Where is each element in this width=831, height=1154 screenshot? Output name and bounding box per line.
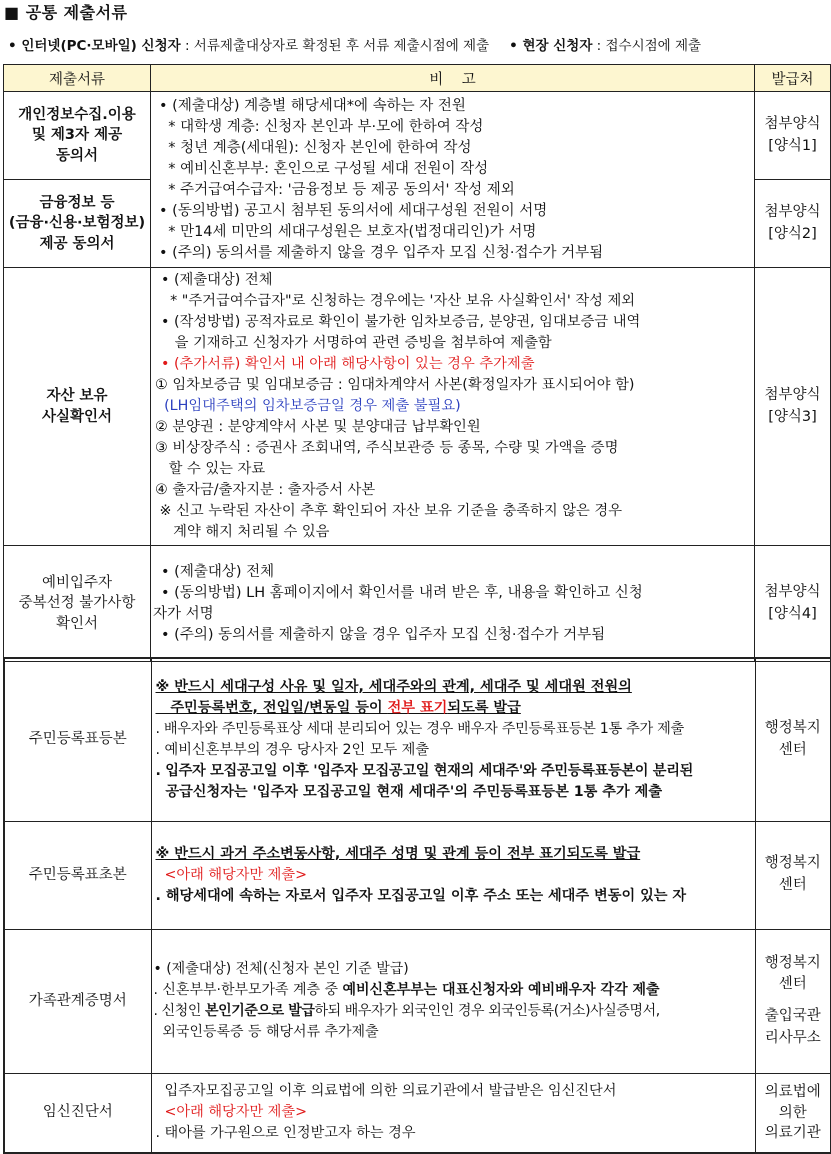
remark-line: <아래 해당자만 제출> [155,1104,307,1121]
remark-line: • (제출대상) 계층별 해당세대*에 속하는 자 전원 [159,97,466,114]
remark-line: • (제출대상) 전체 [161,563,275,580]
remark-text: 하되 배우자가 외국인인 경우 외국인등록(거소)사실증명서, [314,1003,660,1019]
asset-confirmation-name: 자산 보유 사실확인서 [4,268,151,546]
remark-line: . 예비신혼부부의 경우 당사자 2인 모두 제출 [155,741,430,758]
remark-emphasis: 예비신혼부부는 대표신청자와 예비배우자 각각 제출 [342,982,660,998]
pregnancy-diagnosis-issuer: 의료법에 의한 의료기관 [755,1073,831,1153]
remark-line: ※ 반드시 과거 주소변동사항, 세대주 성명 및 관계 등이 전부 표기되도록 발급 [155,845,641,862]
remark-line: * 예비신혼부부: 혼인으로 구성될 세대 전원이 작성 [159,160,489,177]
resident-registration-remarks [151,658,755,821]
privacy-consent-name: 개인정보수집.이용 및 제3자 제공 동의서 [4,92,151,180]
family-certificate-issuers [755,929,831,1073]
remark-line: ※ 반드시 세대구성 사유 및 일자, 세대주와의 관계, 세대주 및 세대원 전원의 [155,678,632,695]
remark-line: • (제출대상) 전체 [161,272,273,288]
remark-line-additional-docs: • (추가서류) 확인서 내 아래 해당사항이 있는 경우 추가제출 [161,356,535,372]
remark-line: * 청년 계층(세대원): 신청자 본인에 한하여 작성 [159,139,472,156]
resident-registration-issuer: 행정복지 센터 [755,658,831,821]
consent-remarks [151,92,755,268]
remark-line [154,1001,751,1022]
remark-line: ① 임차보증금 및 임대보증금 : 임대차계약서 사본(확정일자가 표시되어야 함) [155,377,635,393]
remark-text: . 신청인 [153,1003,206,1019]
pregnancy-diagnosis-name: 임신진단서 [4,1073,151,1153]
resident-registration-copy-name: 주민등록표등본 [4,658,151,821]
remark-line: 공급신청자는 '입주자 모집공고일 현재 세대주'의 주민등록표등본 1통 추가 제출 [155,783,663,800]
finance-consent-issuer: 첨부양식 [양식2] [755,180,831,268]
privacy-consent-issuer: 첨부양식 [양식1] [755,92,831,180]
resident-abstract-remarks [151,821,755,929]
remark-line: • (주의) 동의서를 제출하지 않을 경우 입주자 모집 신청·접수가 거부됨 [159,244,604,261]
header-document: 제출서류 [4,65,151,92]
resident-abstract-issuer: 행정복지 센터 [755,821,831,929]
remark-line: • (작성방법) 공적자료로 확인이 불가한 임차보증금, 분양권, 임대보증금 내역 [161,314,641,330]
remark-line: • (동의방법) 공고시 첨부된 동의서에 세대구성원 전원이 서명 [159,202,548,219]
resident-abstract-name: 주민등록표초본 [4,821,151,929]
remark-line: 계약 해지 처리될 수 있음 [155,524,330,540]
remark-line: . 입주자 모집공고일 이후 '입주자 모집공고일 현재의 세대주'와 주민등록표등본이 분리된 [155,762,694,779]
family-certificate-name: 가족관계증명서 [4,929,151,1073]
duplicate-selection-remarks [151,546,755,662]
submission-timing-note [8,34,701,54]
remark-line: * 만14세 미만의 세대구성원은 보호자(법정대리인)가 서명 [159,223,537,240]
remark-line: . 배우자와 주민등록표상 세대 분리되어 있는 경우 배우자 주민등록표등본 1통 추가 제출 [155,720,684,737]
remark-line: ※ 신고 누락된 자산이 추후 확인되어 자산 보유 기준을 충족하지 않은 경우 [155,503,623,519]
onsite-applicant-label: • 현장 신청자 [509,38,593,54]
remark-line: * "주거급여수급자"로 신청하는 경우에는 '자산 보유 사실확인서' 작성 제외 [161,293,636,309]
issuer-admin-center: 행정복지 센터 [764,954,821,993]
remark-line: • (주의) 동의서를 제출하지 않을 경우 입주자 모집 신청·접수가 거부됨 [161,626,606,643]
remark-text: . 신혼부부·한부모가족 계층 중 [153,982,343,998]
remark-line: 할 수 있는 자료 [155,461,266,477]
remark-line: ③ 비상장주식 : 증권사 조회내역, 주식보관증 등 종목, 수량 및 가액을 증명 [155,440,619,456]
remark-line: * 대학생 계층: 신청자 본인과 부·모에 한하여 작성 [159,118,484,135]
remark-line: • (제출대상) 전체(신청자 본인 기준 발급) [153,961,409,977]
remark-line [154,980,751,1001]
remark-line: ② 분양권 : 분양계약서 사본 및 분양대금 납부확인원 [155,419,481,435]
remark-line: ④ 출자금/출자지분 : 출자증서 사본 [155,482,376,498]
remark-line: 입주자모집공고일 이후 의료법에 의한 의료기관에서 발급받은 임신진단서 [155,1083,617,1100]
onsite-applicant-text: : 접수시점에 제출 [592,38,702,54]
remark-line: . 해당세대에 속하는 자로서 입주자 모집공고일 이후 주소 또는 세대주 변동이 있는 자 [155,887,687,904]
remark-line: 외국인등록증 등 해당서류 추가제출 [153,1024,379,1040]
documents-table-2 [3,657,831,1154]
remark-text: 되도록 발급 [447,699,521,716]
remark-text: 주민등록번호, 전입일/변동일 등이 [155,699,388,716]
family-certificate-remarks [151,929,755,1073]
header-remarks: 비 고 [151,65,755,92]
duplicate-selection-issuer: 첨부양식 [양식4] [755,546,831,662]
issuer-immigration-office: 출입국관 리사무소 [764,1008,821,1046]
pregnancy-diagnosis-remarks [151,1073,755,1153]
remark-emphasis: 전부 표기 [387,699,448,716]
remark-line: 자가 서명 [153,605,214,622]
documents-table-1 [3,64,831,662]
remark-line: 을 기재하고 신청자가 서명하여 관련 증빙을 첨부하여 제출함 [161,335,552,351]
asset-remarks [151,268,755,546]
section-title: ■ 공통 제출서류 [4,3,128,22]
internet-applicant-label: • 인터넷(PC·모바일) 신청자 [8,38,181,54]
finance-consent-name: 금융정보 등 (금융·신용·보험정보) 제공 동의서 [4,180,151,268]
remark-emphasis: 본인기준으로 발급 [205,1003,315,1019]
remark-line: <아래 해당자만 제출> [155,866,307,883]
remark-line-lh-note: (LH임대주택의 임차보증금일 경우 제출 불필요) [155,398,461,414]
remark-line: . 태아를 가구원으로 인정받고자 하는 경우 [155,1125,416,1142]
header-issuer: 발급처 [755,65,831,92]
remark-line: * 주거급여수급자: '금융정보 등 제공 동의서' 작성 제외 [159,181,515,198]
asset-confirmation-issuer: 첨부양식 [양식3] [755,268,831,546]
remark-line: • (동의방법) LH 홈페이지에서 확인서를 내려 받은 후, 내용을 확인하고 신청 [161,584,643,601]
internet-applicant-text: : 서류제출대상자로 확정된 후 서류 제출시점에 제출 [180,38,490,54]
remark-line [156,698,751,719]
duplicate-selection-name: 예비입주자 중복선정 불가사항 확인서 [4,546,151,662]
